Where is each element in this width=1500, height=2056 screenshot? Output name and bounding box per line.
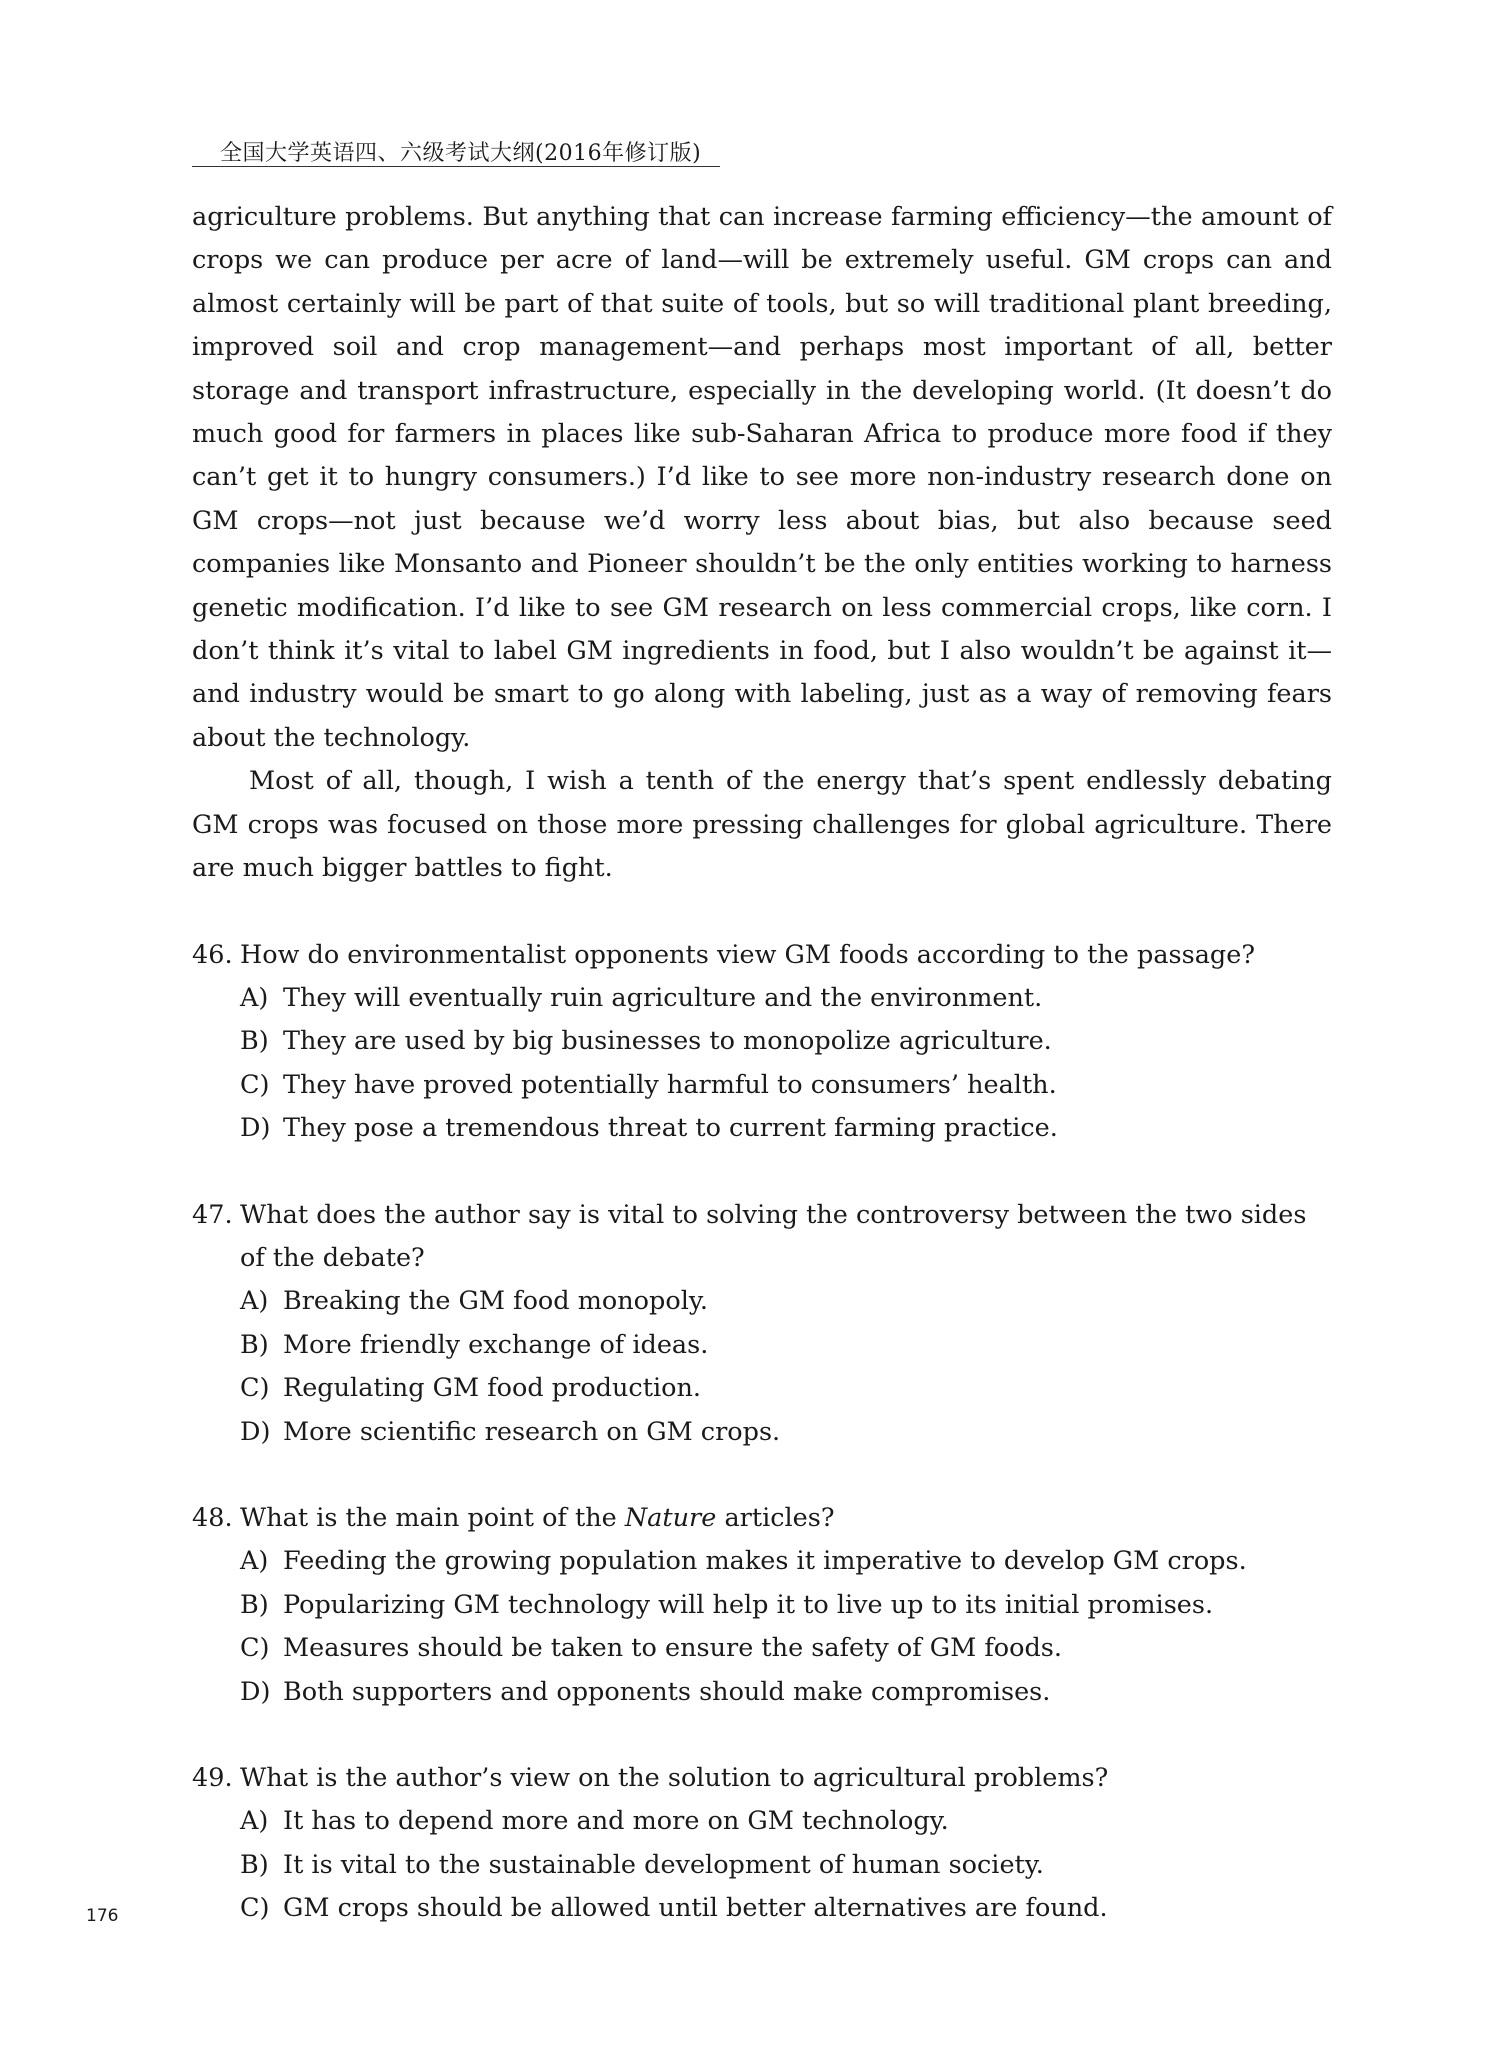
question-49 (192, 1757, 1332, 1931)
question-stem (192, 1497, 1332, 1540)
option-text: Feeding the growing population makes it imperative to develop GM crops. (283, 1546, 1247, 1577)
option-text: Regulating GM food production. (283, 1373, 701, 1404)
option-text: More scientific research on GM crops. (283, 1416, 781, 1447)
option-a (192, 1280, 1332, 1323)
option-letter: B) (240, 1329, 269, 1360)
option-b (192, 1844, 1332, 1887)
option-text: They are used by big businesses to monopolize agriculture. (283, 1026, 1052, 1057)
option-c (192, 1887, 1332, 1930)
question-stem (192, 934, 1332, 977)
option-letter: C) (240, 1373, 270, 1404)
question-stem (192, 1757, 1332, 1800)
question-text: How do environmentalist opponents view GM foods according to the passage? (240, 939, 1255, 970)
header-title: 全国大学英语四、六级考试大纲(2016年修订版) (220, 141, 702, 166)
option-letter: B) (240, 1026, 269, 1057)
option-text: It has to depend more and more on GM technology. (283, 1806, 949, 1837)
page-number: 176 (86, 1906, 119, 1926)
option-b (192, 1584, 1332, 1627)
question-stem (192, 1194, 1332, 1281)
option-text: It is vital to the sustainable development of human society. (283, 1849, 1044, 1880)
option-letter: D) (240, 1416, 271, 1447)
question-text-after: articles? (724, 1502, 835, 1533)
question-number: 48. (192, 1502, 233, 1533)
running-header (192, 136, 720, 167)
option-text: Breaking the GM food monopoly. (283, 1286, 708, 1317)
option-letter: A) (240, 1286, 269, 1317)
question-text: What does the author say is vital to solving the controversy between the two sides of the debate? (240, 1199, 1307, 1273)
option-d (192, 1671, 1332, 1714)
option-text: They will eventually ruin agriculture and the environment. (283, 982, 1043, 1013)
option-letter: D) (240, 1113, 271, 1144)
journal-title: Nature (624, 1502, 717, 1533)
option-text: GM crops should be allowed until better alternatives are found. (283, 1893, 1108, 1924)
question-47 (192, 1194, 1332, 1454)
page-body (192, 196, 1332, 1931)
option-text: Popularizing GM technology will help it to live up to its initial promises. (283, 1589, 1214, 1620)
option-text: Measures should be taken to ensure the safety of GM foods. (283, 1633, 1062, 1664)
option-d (192, 1411, 1332, 1454)
option-a (192, 1800, 1332, 1843)
option-text: More friendly exchange of ideas. (283, 1329, 709, 1360)
question-number: 46. (192, 939, 233, 970)
option-b (192, 1324, 1332, 1367)
question-number: 49. (192, 1763, 233, 1793)
option-letter: C) (240, 1633, 270, 1664)
question-text: What is the author’s view on the solution to agricultural problems? (240, 1763, 1109, 1793)
option-letter: C) (240, 1893, 270, 1924)
question-46 (192, 934, 1332, 1151)
question-number: 47. (192, 1199, 233, 1230)
passage-paragraph: agriculture problems. But anything that can increase farming efficiency—the amount of crops we can produce per acre of land—will be extremely useful. GM crops can and almost certainly will be part of that suite of tools, but so will traditional plant breeding, improved soil and crop management—and perhaps most important of all, better storage and transport infrastructure, especially in the developing world. (It doesn’t do much good for farmers in places like sub-Saharan Africa to produce more food if they can’t get it to hungry consumers.) I’d like to see more non-industry research done on GM crops—not just because we’d worry less about bias, but also because seed companies like Monsanto and Pioneer shouldn’t be the only entities working to harness genetic modification. I’d like to see GM research on less commercial crops, like corn. I don’t think it’s vital to label GM ingredients in food, but I also wouldn’t be against it—and industry would be smart to go along with labeling, just as a way of removing fears about the technology. (192, 202, 1332, 753)
option-text: Both supporters and opponents should make compromises. (283, 1676, 1051, 1707)
question-48 (192, 1497, 1332, 1714)
passage-paragraph: Most of all, though, I wish a tenth of the energy that’s spent endlessly debating GM crops was focused on those more pressing challenges for global agriculture. There are much bigger battles to fight. (192, 766, 1332, 884)
option-a (192, 1540, 1332, 1583)
option-letter: A) (240, 982, 269, 1013)
option-letter: B) (240, 1849, 269, 1880)
option-letter: A) (240, 1546, 269, 1577)
option-b (192, 1020, 1332, 1063)
option-a (192, 977, 1332, 1020)
option-text: They have proved potentially harmful to consumers’ health. (283, 1069, 1057, 1100)
option-c (192, 1367, 1332, 1410)
option-c (192, 1064, 1332, 1107)
question-text-before: What is the main point of the (240, 1502, 617, 1533)
option-c (192, 1627, 1332, 1670)
option-letter: A) (240, 1806, 269, 1837)
option-letter: B) (240, 1589, 269, 1620)
option-letter: D) (240, 1676, 271, 1707)
option-d (192, 1107, 1332, 1150)
option-letter: C) (240, 1069, 270, 1100)
option-text: They pose a tremendous threat to current farming practice. (283, 1113, 1058, 1144)
